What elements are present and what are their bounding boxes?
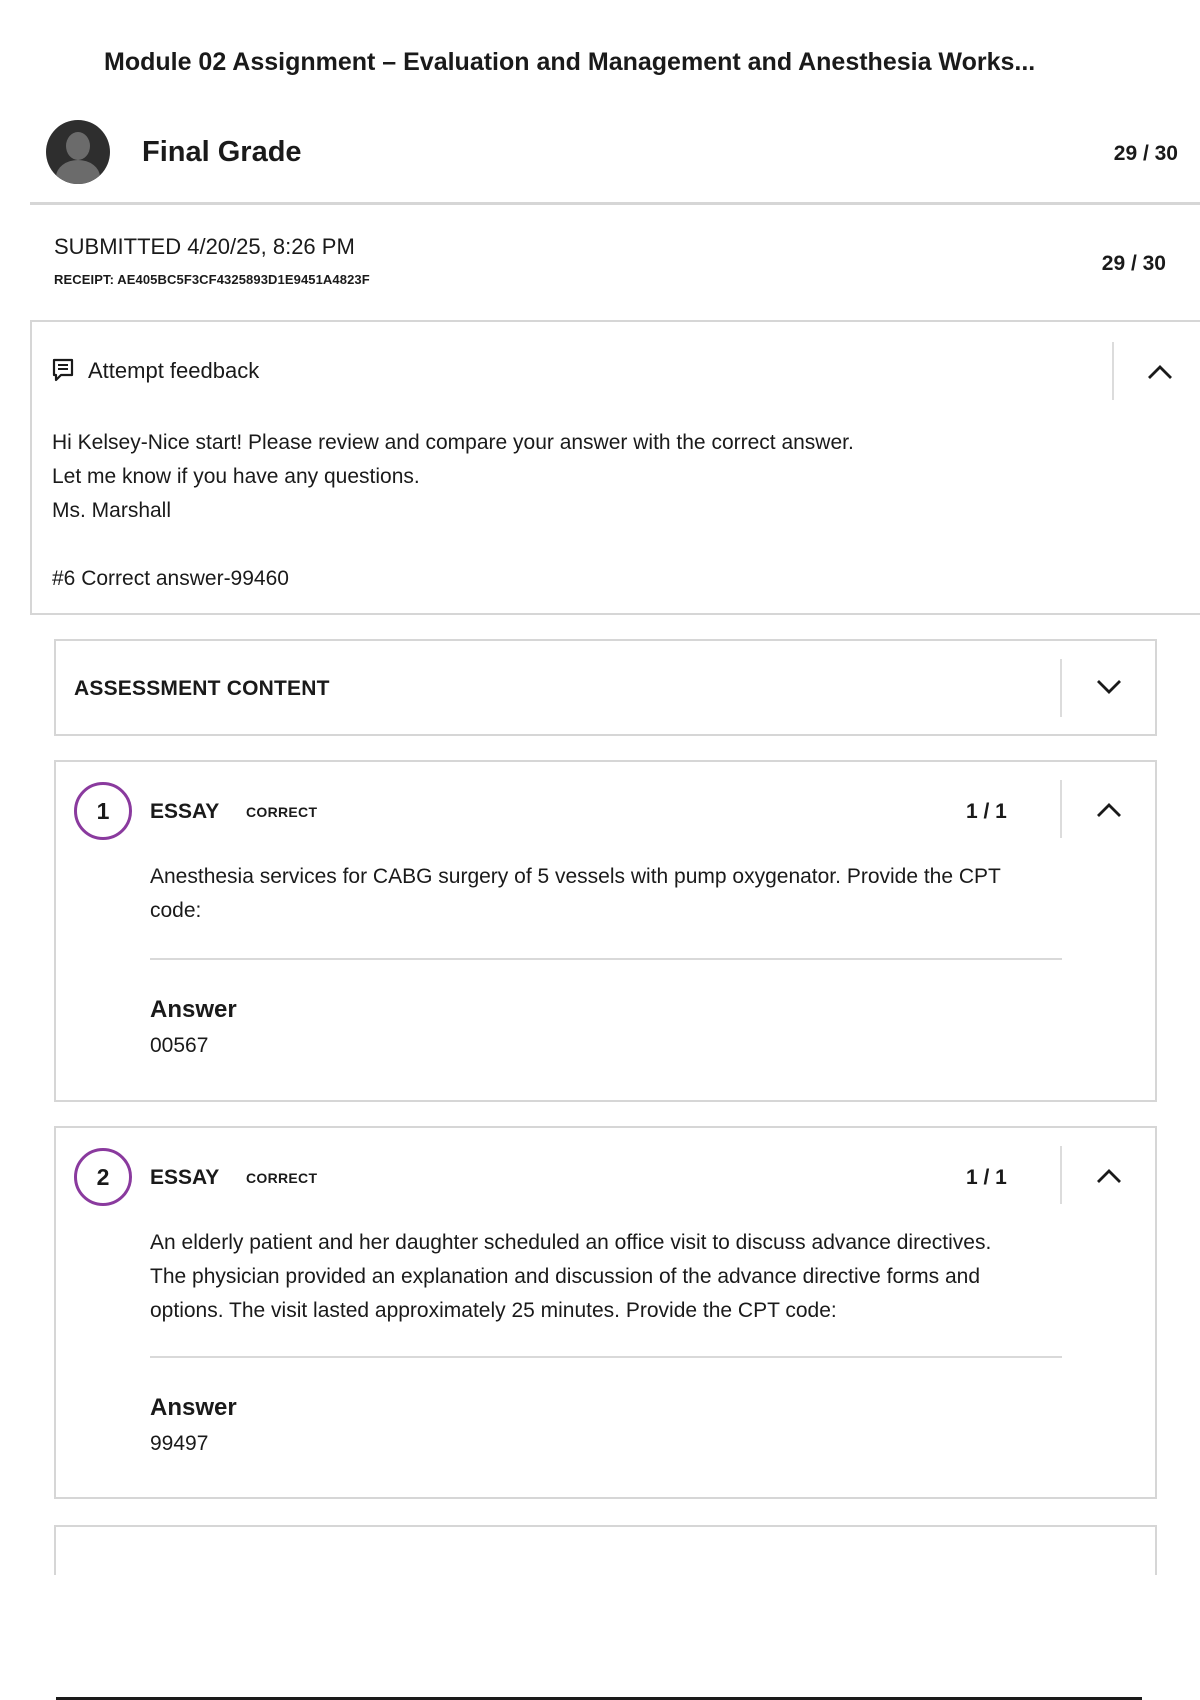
divider — [1060, 780, 1062, 838]
chevron-down-icon — [1096, 679, 1122, 695]
user-avatar-icon — [46, 120, 110, 184]
attempt-feedback-panel — [30, 320, 1200, 615]
question-number: 2 — [74, 1148, 132, 1206]
feedback-comment-icon — [52, 358, 74, 382]
divider — [1060, 659, 1062, 717]
assessment-content-header[interactable] — [54, 639, 1157, 736]
page-title: Module 02 Assignment – Evaluation and Management and Anesthesia Works... — [104, 48, 1036, 76]
question-card-3-partial — [54, 1525, 1157, 1575]
attempt-score: 29 / 30 — [1101, 252, 1166, 275]
answer-value: 00567 — [150, 1034, 209, 1057]
question-status-badge: CORRECT — [246, 804, 318, 820]
feedback-collapse-button[interactable] — [1140, 354, 1180, 390]
feedback-line: Hi Kelsey-Nice start! Please review and compare your answer with the correct answer. — [52, 431, 854, 454]
chevron-up-icon — [1096, 802, 1122, 818]
question-card-2 — [54, 1126, 1157, 1499]
final-grade-row — [30, 110, 1200, 205]
chevron-up-icon — [1147, 364, 1173, 380]
assessment-expand-button[interactable] — [1086, 667, 1132, 707]
question-score: 1 / 1 — [966, 1166, 1007, 1189]
question-type: ESSAY — [150, 1166, 220, 1189]
feedback-line — [52, 528, 854, 562]
question-collapse-button[interactable] — [1086, 790, 1132, 830]
answer-label: Answer — [150, 1394, 237, 1421]
final-grade-score: 29 / 30 — [1113, 142, 1178, 165]
submission-row — [30, 230, 1200, 300]
divider — [150, 1356, 1062, 1358]
divider — [1112, 342, 1114, 400]
question-text: Anesthesia services for CABG surgery of 5 vessels with pump oxygenator. Provide the CPT code: — [150, 865, 1001, 922]
feedback-line: #6 Correct answer-99460 — [52, 567, 289, 590]
chevron-up-icon — [1096, 1168, 1122, 1184]
answer-label: Answer — [150, 996, 237, 1023]
assessment-content-title: ASSESSMENT CONTENT — [74, 677, 330, 700]
feedback-line: Let me know if you have any questions. — [52, 465, 420, 488]
question-text: An elderly patient and her daughter scheduled an office visit to discuss advance directives. The physician provided an explanation and discussion of the advance directive forms and options. The visit lasted approximately 25 minutes. Provide the CPT code: — [150, 1231, 992, 1322]
divider — [150, 958, 1062, 960]
question-status-badge: CORRECT — [246, 1170, 318, 1186]
divider — [1060, 1146, 1062, 1204]
question-number: 1 — [74, 782, 132, 840]
final-grade-label: Final Grade — [142, 136, 302, 168]
attempt-feedback-title: Attempt feedback — [88, 358, 260, 383]
question-card-1 — [54, 760, 1157, 1102]
submitted-timestamp: SUBMITTED 4/20/25, 8:26 PM — [54, 234, 355, 259]
receipt-id: RECEIPT: AE405BC5F3CF4325893D1E9451A4823F — [54, 272, 370, 287]
feedback-line: Ms. Marshall — [52, 499, 172, 522]
question-collapse-button[interactable] — [1086, 1156, 1132, 1196]
answer-value: 99497 — [150, 1432, 209, 1455]
question-type: ESSAY — [150, 800, 220, 823]
feedback-message — [52, 426, 854, 596]
question-score: 1 / 1 — [966, 800, 1007, 823]
